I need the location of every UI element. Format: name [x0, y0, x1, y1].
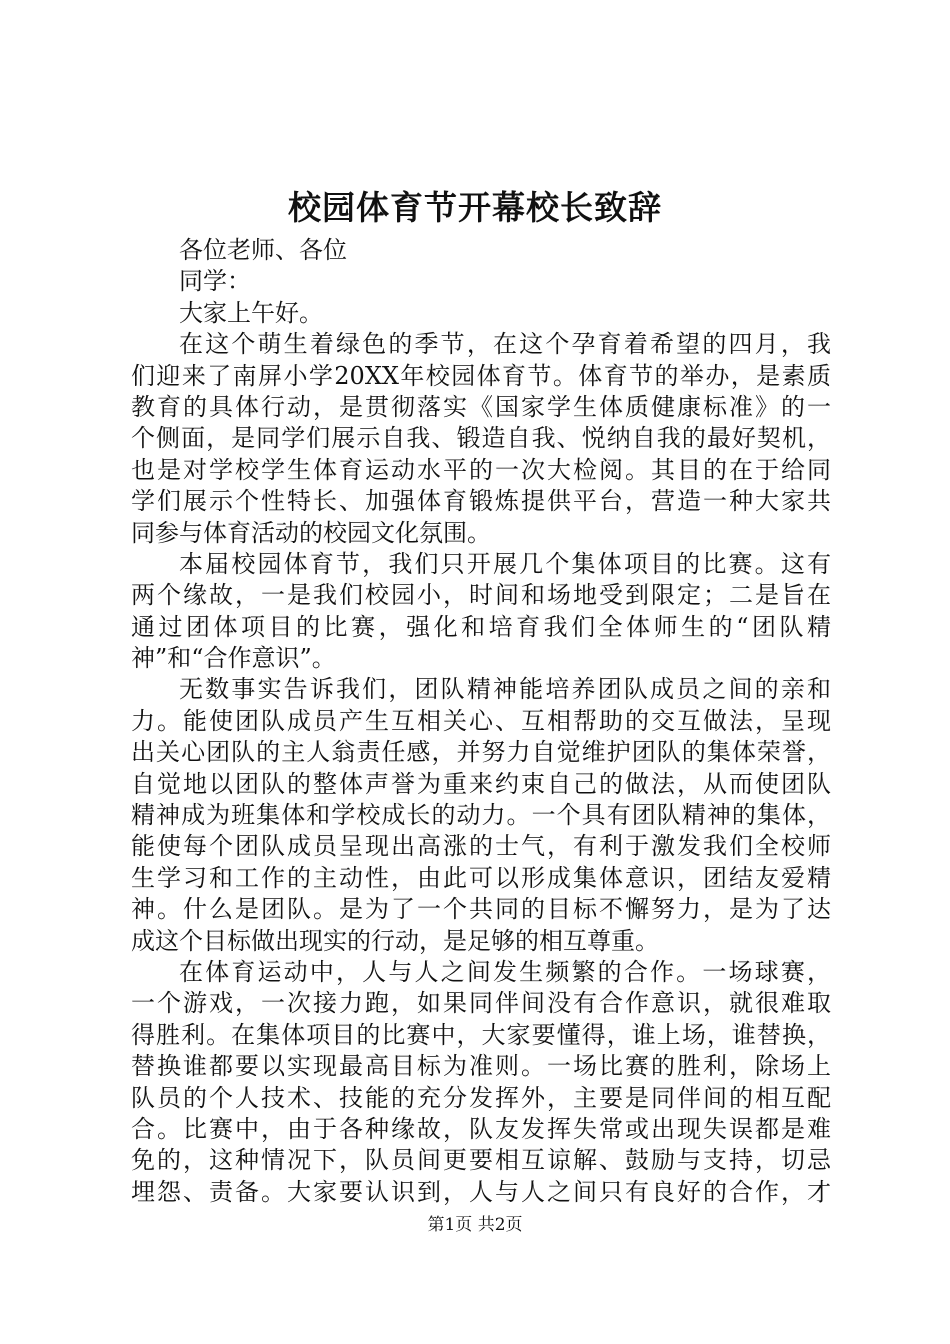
- text-line: 无数事实告诉我们，团队精神能培养团队成员之间的亲和: [179, 675, 831, 704]
- text-line: 一个游戏，一次接力跑，如果同伴间没有合作意识，就很难取: [131, 989, 831, 1018]
- text-line: 成这个目标做出现实的行动，是足够的相互尊重。: [131, 926, 659, 955]
- text-line: 得胜利。在集体项目的比赛中，大家要懂得，谁上场，谁替换，: [131, 1020, 831, 1049]
- text-line: 替换谁都要以实现最高目标为准则。一场比赛的胜利，除场上: [131, 1052, 831, 1081]
- text-line: 同学：: [179, 267, 251, 296]
- text-line: 学们展示个性特长、加强体育锻炼提供平台，营造一种大家共: [131, 487, 831, 516]
- text-line: 本届校园体育节，我们只开展几个集体项目的比赛。这有: [179, 549, 831, 578]
- text-line: 队员的个人技术、技能的充分发挥外，主要是同伴间的相互配: [131, 1083, 831, 1112]
- document-body: [131, 235, 831, 1208]
- text-line: 埋怨、责备。大家要认识到，人与人之间只有良好的合作，才: [131, 1177, 831, 1206]
- text-line: 通过团体项目的比赛，强化和培育我们全体师生的“团队精: [131, 612, 831, 641]
- text-line: 两个缘故，一是我们校园小，时间和场地受到限定；二是旨在: [131, 581, 831, 610]
- text-line: 出关心团队的主人翁责任感，并努力自觉维护团队的集体荣誉，: [131, 738, 831, 767]
- text-line: 教育的具体行动，是贯彻落实《国家学生体质健康标准》的一: [131, 392, 831, 421]
- text-line: 大家上午好。: [179, 298, 323, 327]
- text-line: 个侧面，是同学们展示自我、锻造自我、悦纳自我的最好契机，: [131, 424, 831, 453]
- text-line: 在体育运动中，人与人之间发生频繁的合作。一场球赛，: [179, 957, 831, 986]
- text-line: 在这个萌生着绿色的季节，在这个孕育着希望的四月，我: [179, 330, 831, 359]
- text-line: 力。能使团队成员产生互相关心、互相帮助的交互做法，呈现: [131, 706, 831, 735]
- text-line: 也是对学校学生体育运动水平的一次大检阅。其目的在于给同: [131, 455, 831, 484]
- page-footer: 第1页 共2页: [427, 1215, 523, 1235]
- text-line: 能使每个团队成员呈现出高涨的士气，有利于激发我们全校师: [131, 832, 831, 861]
- text-line: 各位老师、各位: [179, 236, 347, 264]
- text-line: 合。比赛中，由于各种缘故，队友发挥失常或出现失误都是难: [131, 1114, 831, 1143]
- text-line: 精神成为班集体和学校成长的动力。一个具有团队精神的集体，: [131, 801, 831, 830]
- text-line: 自觉地以团队的整体声誉为重来约束自己的做法，从而使团队: [131, 769, 831, 798]
- text-line: 免的，这种情况下，队员间更要相互谅解、鼓励与支持，切忌: [131, 1146, 831, 1175]
- text-line: 神”和“合作意识”。: [131, 644, 336, 673]
- text-line: 生学习和工作的主动性，由此可以形成集体意识，团结友爱精: [131, 863, 831, 892]
- page-title: 校园体育节开幕校长致辞: [288, 188, 662, 227]
- text-line: 同参与体育活动的校园文化氛围。: [131, 518, 491, 547]
- text-line: 们迎来了南屏小学20XX年校园体育节。体育节的举办，是素质: [131, 361, 831, 390]
- text-line: 神。什么是团队。是为了一个共同的目标不懈努力，是为了达: [131, 895, 831, 924]
